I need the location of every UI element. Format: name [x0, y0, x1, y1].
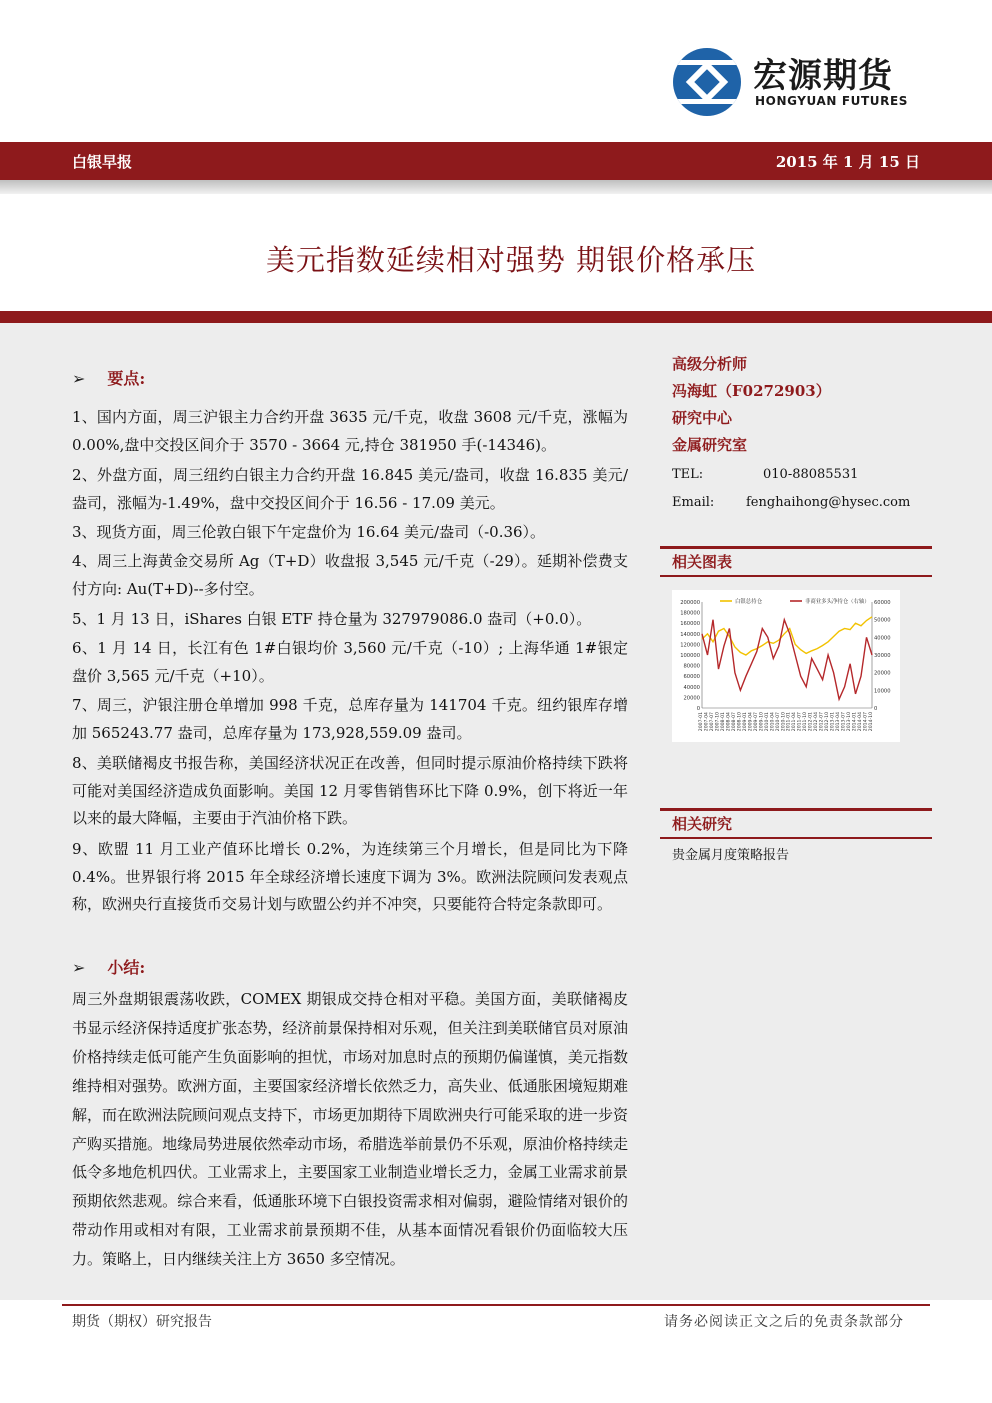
x-tick-label: 2014-04: [858, 712, 864, 732]
x-tick-label: 2013-01: [830, 712, 836, 732]
report-type: 白银早报: [72, 153, 133, 171]
report-title: 美元指数延续相对强势 期银价格承压: [265, 243, 757, 277]
y-left-tick-label: 100000: [680, 653, 700, 659]
y-left-tick-label: 140000: [680, 631, 700, 638]
footer-divider: [62, 1304, 930, 1306]
legend-label: 白银总持仓: [735, 599, 762, 605]
y-left-tick-label: 80000: [683, 663, 700, 670]
y-right-tick-label: 0: [874, 706, 878, 712]
legend-label: 非商业多头净持仓（右轴）: [805, 599, 870, 605]
x-tick-label: 2008-01: [720, 712, 726, 732]
summary-text: 周三外盘期银震荡收跌，COMEX 期银成交持仓相对平稳。美国方面，美联储褐皮书显示经济保持适度扩张态势，经济前景保持相对乐观，但关注到美联储官员对原油价格持续走低可能产生负面影响的担忧，市场对加息时点的预期仍偏谨慎，美元指数维持相对强势。欧洲方面，主要国家经济增长依然乏力，高失业、低通胀困境短期难解，而在欧洲法院顾问观点支持下，市场更加期待下周欧洲央行可能采取的进一步资产购买措施。地缘局势进展依然牵动市场，希腊选举前景仍不乐观，原油价格持续走低令多地危机四伏。工业需求上，主要国家工业制造业增长乏力，金属工业需求前景预期依然悲观。综合来看，低通胀环境下白银投资需求相对偏弱，避险情绪对银价的带动作用或相对有限，工业需求前景预期不佳，从基本面情况看银价仍面临较大压力。策略上，日内继续关注上方 3650 多空情况。: [72, 990, 628, 1269]
key-point-5: 5、1 月 13 日，iShares 白银 ETF 持仓量为 327979086.0 盎司（+0.0）。: [72, 610, 592, 628]
analyst-team: 金属研究室: [672, 436, 748, 454]
summary-heading-text: 小结:: [107, 958, 146, 977]
related-charts-header: [660, 546, 932, 577]
y-right-tick-label: 60000: [874, 600, 891, 606]
summary-heading: [72, 955, 145, 978]
x-tick-label: 2014-07: [863, 712, 869, 732]
x-tick-label: 2010-04: [770, 712, 776, 732]
x-tick-label: 2008-04: [726, 712, 732, 732]
x-tick-label: 2012-10: [825, 712, 831, 732]
y-left-tick-label: 120000: [680, 642, 700, 649]
logo-name-cn: 宏源期货: [753, 56, 893, 96]
y-left-tick-label: 20000: [683, 695, 700, 702]
position-chart-svg: [672, 590, 900, 742]
arrow-bullet-icon: ➢: [72, 369, 86, 388]
y-left-tick-label: 0: [696, 706, 700, 712]
arrow-bullet-icon: ➢: [72, 958, 86, 977]
position-chart: [672, 590, 900, 742]
y-left-tick-label: 40000: [683, 684, 700, 691]
y-left-tick-label: 160000: [680, 621, 700, 628]
logo-name-en: HONGYUAN FUTURES: [755, 94, 908, 108]
x-tick-label: 2012-01: [808, 712, 814, 732]
tel-label: TEL:: [672, 467, 704, 482]
x-tick-label: 2012-07: [819, 712, 825, 732]
y-left-tick-label: 180000: [680, 610, 700, 617]
key-point-9: 9、欧盟 11 月工业产值环比增长 0.2%，为连续第三个月增长，但是同比为下降 0.4%。世界银行将 2015 年全球经济增长速度下调为 3%。欧洲法院顾问发表观点称，欧洲央行直接货币交易计划与欧盟公约并不冲突，只要能符合特定条款即可。: [72, 840, 628, 913]
analyst-role: 高级分析师: [672, 355, 748, 373]
key-point-7: 7、周三，沪银注册仓单增加 998 千克，总库存量为 141704 千克。纽约银库存增加 565243.77 盎司，总库存量为 173,928,559.09 盎司。: [72, 696, 628, 742]
x-tick-label: 2010-07: [775, 712, 781, 732]
y-right-tick-label: 50000: [874, 617, 891, 624]
x-tick-label: 2007-07: [709, 712, 715, 732]
x-tick-label: 2007-10: [715, 712, 721, 732]
x-tick-label: 2011-07: [797, 712, 803, 732]
key-points-heading: [72, 366, 145, 389]
key-point-2: 2、外盘方面，周三纽约白银主力合约开盘 16.845 美元/盎司，收盘 16.835 美元/盎司，涨幅为-1.49%，盘中交投区间介于 16.56 - 17.09 美元。: [72, 466, 628, 512]
x-tick-label: 2013-04: [836, 712, 842, 732]
key-point-8: 8、美联储褐皮书报告称，美国经济状况正在改善，但同时提示原油价格持续下跌将可能对美国经济造成负面影响。美国 12 月零售销售环比下降 0.9%，创下将近一年以来的最大降幅，主要由于汽油价格下跌。: [72, 754, 628, 827]
x-tick-label: 2013-10: [847, 712, 853, 732]
x-tick-label: 2014-10: [869, 712, 874, 732]
x-tick-label: 2009-01: [742, 712, 748, 732]
analyst-block: [672, 351, 831, 459]
related-research-header: [660, 808, 932, 839]
related-research-title: 相关研究: [660, 811, 744, 837]
y-left-tick-label: 60000: [683, 674, 700, 681]
analyst-name: 冯海虹（F0272903）: [672, 382, 831, 400]
x-tick-label: 2010-10: [781, 712, 787, 732]
key-points-heading-text: 要点:: [107, 369, 146, 388]
x-tick-label: 2007-01: [699, 712, 704, 732]
x-tick-label: 2009-04: [748, 712, 754, 732]
related-research-item[interactable]: 贵金属月度策略报告: [672, 848, 790, 863]
title-divider: [0, 311, 992, 323]
y-right-tick-label: 20000: [874, 670, 891, 677]
header-bar: [0, 142, 992, 180]
x-tick-label: 2011-01: [786, 712, 792, 732]
tel-value: 010-88085531: [763, 467, 859, 482]
x-tick-label: 2008-10: [737, 712, 743, 732]
x-tick-label: 2014-01: [852, 712, 858, 732]
x-tick-label: 2009-10: [759, 712, 765, 732]
x-tick-label: 2013-07: [841, 712, 847, 732]
y-right-tick-label: 40000: [874, 635, 891, 642]
logo-emblem-icon: [673, 48, 741, 116]
x-tick-label: 2010-01: [764, 712, 770, 732]
key-point-6: 6、1 月 14 日，长江有色 1#白银均价 3,560 元/千克（-10）; 上海华通 1#银定盘价 3,565 元/千克（+10）。: [72, 639, 628, 685]
key-point-1: 1、国内方面，周三沪银主力合约开盘 3635 元/千克，收盘 3608 元/千克，涨幅为 0.00%,盘中交投区间介于 3570 - 3664 元,持仓 381950 手(-14346)。: [72, 408, 628, 454]
analyst-dept: 研究中心: [672, 409, 733, 427]
header-shadow: [0, 180, 992, 194]
x-tick-label: 2009-07: [753, 712, 759, 732]
footer-disclaimer-note: 请务必阅读正文之后的免责条款部分: [664, 1314, 904, 1330]
key-point-4: 4、周三上海黄金交易所 Ag（T+D）收盘报 3,545 元/千克（-29）。延期补偿费支付方向: Au(T+D)--多付空。: [72, 552, 628, 598]
footer-left: 期货（期权）研究报告: [72, 1314, 212, 1330]
related-charts-title: 相关图表: [660, 549, 744, 575]
email-value[interactable]: fenghaihong@hysec.com: [746, 495, 911, 510]
x-tick-label: 2007-04: [704, 712, 710, 732]
email-label: Email:: [672, 495, 715, 510]
x-tick-label: 2012-04: [814, 712, 820, 732]
y-left-tick-label: 200000: [680, 600, 700, 606]
x-tick-label: 2011-04: [792, 712, 798, 732]
report-date: 2015 年 1 月 15 日: [775, 153, 920, 171]
key-point-3: 3、现货方面，周三伦敦白银下午定盘价为 16.64 美元/盎司（-0.36）。: [72, 523, 546, 541]
y-right-tick-label: 30000: [874, 653, 891, 659]
company-logo: [673, 46, 923, 116]
y-right-tick-label: 10000: [874, 688, 891, 695]
x-tick-label: 2008-07: [731, 712, 737, 732]
x-tick-label: 2011-10: [803, 712, 809, 732]
